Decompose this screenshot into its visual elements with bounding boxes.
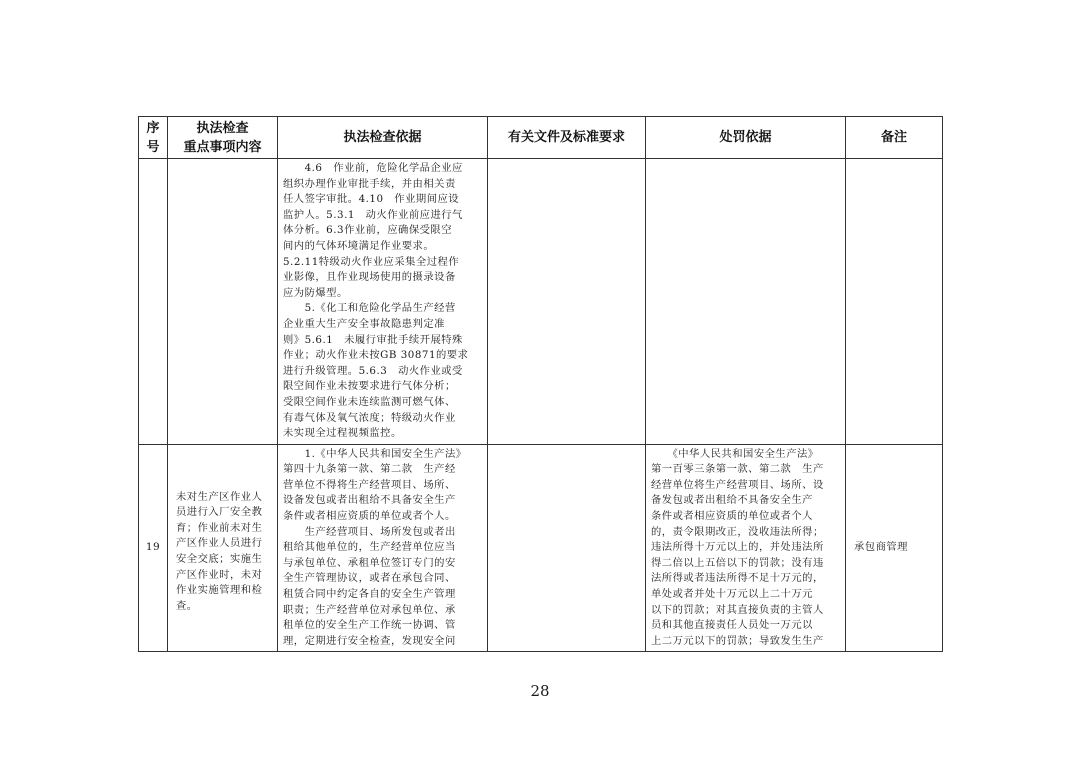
table-row (139, 444, 943, 652)
row2-penalty-cell (646, 444, 846, 652)
table-row (139, 159, 943, 445)
row1-item (168, 159, 278, 445)
header-item: 执法检查 重点事项内容 (168, 117, 278, 159)
table-header-row (139, 117, 943, 159)
page-number: 28 (530, 682, 550, 700)
row1-basis: 4.6 作业前，危险化学品企业应 组织办理作业审批手续，并由相关责 任人签字审批。4.10 作业期间应设 监护人。5.3.1 动火作业前应进行气 体分析。6.3作业前，应确保受限空 间内的气体环境满足作业要求。 5.2.11特级动火作业应采集全过程作 业影像，且作业现场使用的摄录设备 应为防爆型。 5.《化工和危险化学品生产经营 企业重大生产安全事故隐患判定准 则》5.6.1 未履行审批手续开展特殊 作业；动火作业未按GB 30871的要求 进行升级管理。5.6.3 动火作业或受 限空间作业未按要求进行气体分析； 受限空间作业未连续监测可燃气体、 有毒气体及氧气浓度；特级动火作业 未实现全过程视频监控。 (283, 162, 469, 440)
row2-seq: 19 (139, 444, 168, 652)
header-note: 备注 (846, 117, 943, 159)
header-docs: 有关文件及标准要求 (488, 117, 646, 159)
row2-docs (488, 444, 646, 652)
header-basis: 执法检查依据 (278, 117, 488, 159)
row2-item: 未对生产区作业人 员进行入厂安全教 育；作业前未对生 产区作业人员进行 安全交底；实施生 产区作业时，未对 作业实施管理和检 查。 (176, 490, 263, 612)
row1-docs (488, 159, 646, 445)
row1-note (846, 159, 943, 445)
row2-item-cell (168, 444, 278, 652)
row2-basis: 1.《中华人民共和国安全生产法》 第四十九条第一款、第二款 生产经 营单位不得将生产经营项目、场所、 设备发包或者出租给不具备安全生产 条件或者相应资质的单位或者个人。 生产经营项目、场所发包或者出 租给其他单位的，生产经营单位应当 与承包单位、承租单位签订专门的安 全生产管理协议，或者在承包合同、 租赁合同中约定各自的安全生产管理 职责；生产经营单位对承包单位、承 租单位的安全生产工作统一协调、管 理，定期进行安全检查，发现安全问 (283, 447, 467, 647)
row1-basis-cell (278, 159, 488, 445)
row2-basis-cell (278, 444, 488, 652)
row2-penalty: 《中华人民共和国安全生产法》 第一百零三条第一款、第二款 生产 经营单位将生产经营项目、场所、设 备发包或者出租给不具备安全生产 条件或者相应资质的单位或者个人 的，责令限期改正，没收违法所得； 违法所得十万元以上的，并处违法所 得二倍以上五倍以下的罚款；没有违 法所得或者违法所得不足十万元的， 单处或者并处十万元以上二十万元 以下的罚款；对其直接负责的主管人 员和其他直接责任人员处一万元以 上二万元以下的罚款；导致发生生产 (651, 447, 824, 647)
inspection-table (138, 116, 943, 652)
header-seq: 序 号 (139, 117, 168, 159)
row2-note: 承包商管理 (854, 541, 908, 554)
row1-seq (139, 159, 168, 445)
row2-note-cell (846, 444, 943, 652)
header-penalty: 处罚依据 (646, 117, 846, 159)
row1-penalty (646, 159, 846, 445)
